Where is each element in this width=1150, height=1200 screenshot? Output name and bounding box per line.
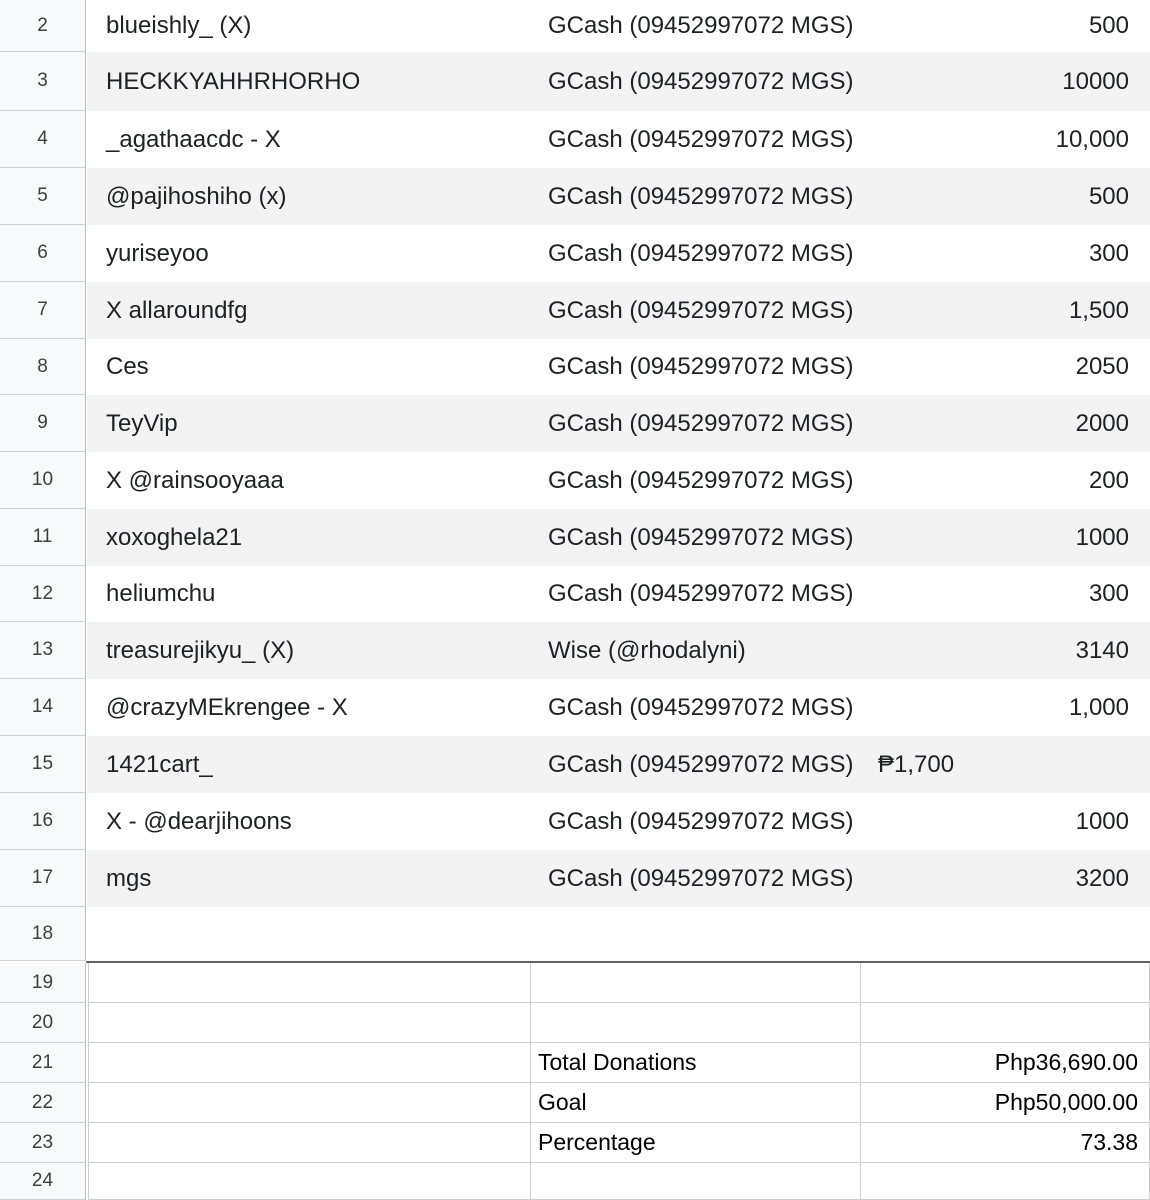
payment-method-cell[interactable]: GCash (09452997072 MGS) xyxy=(548,67,854,95)
payment-method-cell[interactable]: GCash (09452997072 MGS) xyxy=(548,523,854,551)
summary-row[interactable] xyxy=(0,1083,1150,1123)
summary-value-cell[interactable] xyxy=(861,1163,1150,1200)
summary-row[interactable] xyxy=(0,1043,1150,1083)
amount-cell[interactable]: 10000 xyxy=(1062,67,1129,95)
amount-cell[interactable]: 200 xyxy=(1088,466,1129,494)
donor-name-cell[interactable]: @pajihoshiho (x) xyxy=(106,182,287,210)
table-row[interactable] xyxy=(0,509,1150,566)
row-number[interactable]: 22 xyxy=(0,1083,86,1123)
payment-method-cell[interactable]: GCash (09452997072 MGS) xyxy=(548,239,854,267)
amount-cell[interactable]: 500 xyxy=(1088,182,1129,210)
amount-cell[interactable]: 2050 xyxy=(1075,353,1129,380)
row-number[interactable]: 2 xyxy=(0,0,86,52)
donor-name-cell[interactable]: treasurejikyu_ (X) xyxy=(106,636,295,664)
row-number[interactable]: 15 xyxy=(0,736,86,793)
payment-method-cell[interactable]: GCash (09452997072 MGS) xyxy=(548,864,854,892)
row-number[interactable]: 14 xyxy=(0,679,86,736)
donor-name-cell[interactable]: X @rainsooyaaa xyxy=(106,466,284,494)
table-row[interactable] xyxy=(0,282,1150,339)
total-donations-value[interactable]: Php36,690.00 xyxy=(861,1043,1150,1083)
donor-name-cell[interactable]: yuriseyoo xyxy=(106,239,209,267)
empty-cell[interactable] xyxy=(88,1003,531,1043)
row-number[interactable]: 9 xyxy=(0,395,86,452)
table-row[interactable] xyxy=(0,395,1150,452)
row-number[interactable]: 13 xyxy=(0,622,86,679)
goal-label[interactable]: Goal xyxy=(531,1083,861,1123)
row-number[interactable]: 16 xyxy=(0,793,86,850)
payment-method-cell[interactable]: Wise (@rhodalyni) xyxy=(548,636,746,664)
table-row[interactable] xyxy=(0,907,1150,961)
payment-method-cell[interactable]: GCash (09452997072 MGS) xyxy=(548,12,854,39)
table-row[interactable] xyxy=(0,339,1150,395)
row-number[interactable]: 17 xyxy=(0,850,86,907)
empty-cell[interactable] xyxy=(88,1043,531,1083)
amount-cell[interactable]: 1000 xyxy=(1075,807,1129,835)
payment-method-cell[interactable]: GCash (09452997072 MGS) xyxy=(548,409,854,437)
payment-method-cell[interactable]: GCash (09452997072 MGS) xyxy=(548,182,854,210)
summary-row[interactable] xyxy=(0,1123,1150,1163)
table-row[interactable] xyxy=(0,793,1150,850)
row-number[interactable]: 4 xyxy=(0,111,86,168)
payment-method-cell[interactable]: GCash (09452997072 MGS) xyxy=(548,807,854,835)
amount-cell[interactable]: 300 xyxy=(1088,580,1129,607)
table-row[interactable] xyxy=(0,168,1150,225)
row-number[interactable]: 6 xyxy=(0,225,86,282)
amount-cell[interactable]: 2000 xyxy=(1075,409,1129,437)
amount-cell[interactable]: 3200 xyxy=(1075,864,1129,892)
donor-name-cell[interactable]: heliumchu xyxy=(106,580,216,607)
table-row[interactable] xyxy=(0,452,1150,509)
amount-cell[interactable]: 1,000 xyxy=(1068,693,1129,721)
summary-value-cell[interactable] xyxy=(861,1003,1150,1043)
summary-row[interactable] xyxy=(0,1003,1150,1043)
payment-method-cell[interactable]: GCash (09452997072 MGS) xyxy=(548,750,854,778)
amount-cell[interactable]: ₱1,700 xyxy=(878,750,955,778)
empty-cell[interactable] xyxy=(88,1083,531,1123)
row-band xyxy=(87,907,1150,961)
donor-name-cell[interactable]: @crazyMEkrengee - X xyxy=(106,693,348,721)
table-row[interactable] xyxy=(0,566,1150,622)
summary-label-cell[interactable] xyxy=(531,1003,861,1043)
summary-label-cell[interactable] xyxy=(531,963,861,1003)
amount-cell[interactable]: 1000 xyxy=(1075,523,1129,551)
table-row[interactable] xyxy=(0,225,1150,282)
payment-method-cell[interactable]: GCash (09452997072 MGS) xyxy=(548,125,854,153)
row-number[interactable]: 3 xyxy=(0,52,86,111)
row-number[interactable]: 19 xyxy=(0,963,86,1003)
table-row[interactable] xyxy=(0,622,1150,679)
row-number[interactable]: 18 xyxy=(0,907,86,961)
table-row[interactable] xyxy=(0,111,1150,168)
percentage-value[interactable]: 73.38 xyxy=(861,1123,1150,1163)
percentage-label[interactable]: Percentage xyxy=(531,1123,861,1163)
payment-method-cell[interactable]: GCash (09452997072 MGS) xyxy=(548,296,854,324)
donor-name-cell[interactable]: Ces xyxy=(106,353,149,380)
empty-cell[interactable] xyxy=(88,1163,531,1200)
payment-method-cell[interactable]: GCash (09452997072 MGS) xyxy=(548,353,854,380)
donor-name-cell[interactable]: blueishly_ (X) xyxy=(106,12,252,39)
payment-method-cell[interactable]: GCash (09452997072 MGS) xyxy=(548,580,854,607)
total-donations-label[interactable]: Total Donations xyxy=(531,1043,861,1083)
row-number[interactable]: 8 xyxy=(0,339,86,395)
summary-row[interactable] xyxy=(0,1163,1150,1200)
goal-value[interactable]: Php50,000.00 xyxy=(861,1083,1150,1123)
row-number[interactable]: 23 xyxy=(0,1123,86,1163)
summary-value-cell[interactable] xyxy=(861,963,1150,1003)
amount-cell[interactable]: 3140 xyxy=(1075,636,1129,664)
row-number[interactable]: 24 xyxy=(0,1163,86,1200)
row-number[interactable]: 7 xyxy=(0,282,86,339)
row-number[interactable]: 11 xyxy=(0,509,86,566)
payment-method-cell[interactable]: GCash (09452997072 MGS) xyxy=(548,693,854,721)
amount-cell[interactable]: 10,000 xyxy=(1055,125,1129,153)
table-row[interactable] xyxy=(0,850,1150,907)
donor-name-cell[interactable]: mgs xyxy=(106,864,152,892)
donor-name-cell[interactable]: HECKKYAHHRHORHO xyxy=(106,67,361,95)
donor-name-cell[interactable]: xoxoghela21 xyxy=(106,523,243,551)
donor-name-cell[interactable]: TeyVip xyxy=(106,409,178,437)
table-row[interactable] xyxy=(0,0,1150,52)
empty-cell[interactable] xyxy=(88,963,531,1003)
summary-row[interactable] xyxy=(0,963,1150,1003)
row-number[interactable]: 10 xyxy=(0,452,86,509)
donor-name-cell[interactable]: _agathaacdc - X xyxy=(106,125,281,153)
table-row[interactable] xyxy=(0,736,1150,793)
row-number[interactable]: 12 xyxy=(0,566,86,622)
amount-cell[interactable]: 1,500 xyxy=(1068,296,1129,324)
empty-cell[interactable] xyxy=(88,1123,531,1163)
table-row[interactable] xyxy=(0,679,1150,736)
row-number[interactable]: 20 xyxy=(0,1003,86,1043)
payment-method-cell[interactable]: GCash (09452997072 MGS) xyxy=(548,466,854,494)
donor-name-cell[interactable]: 1421cart_ xyxy=(106,750,213,778)
donor-name-cell[interactable]: X - @dearjihoons xyxy=(106,807,292,835)
summary-label-cell[interactable] xyxy=(531,1163,861,1200)
row-number[interactable]: 21 xyxy=(0,1043,86,1083)
row-number[interactable]: 5 xyxy=(0,168,86,225)
table-row[interactable] xyxy=(0,52,1150,111)
amount-cell[interactable]: 500 xyxy=(1088,12,1129,39)
amount-cell[interactable]: 300 xyxy=(1088,239,1129,267)
donor-name-cell[interactable]: X allaroundfg xyxy=(106,296,248,324)
